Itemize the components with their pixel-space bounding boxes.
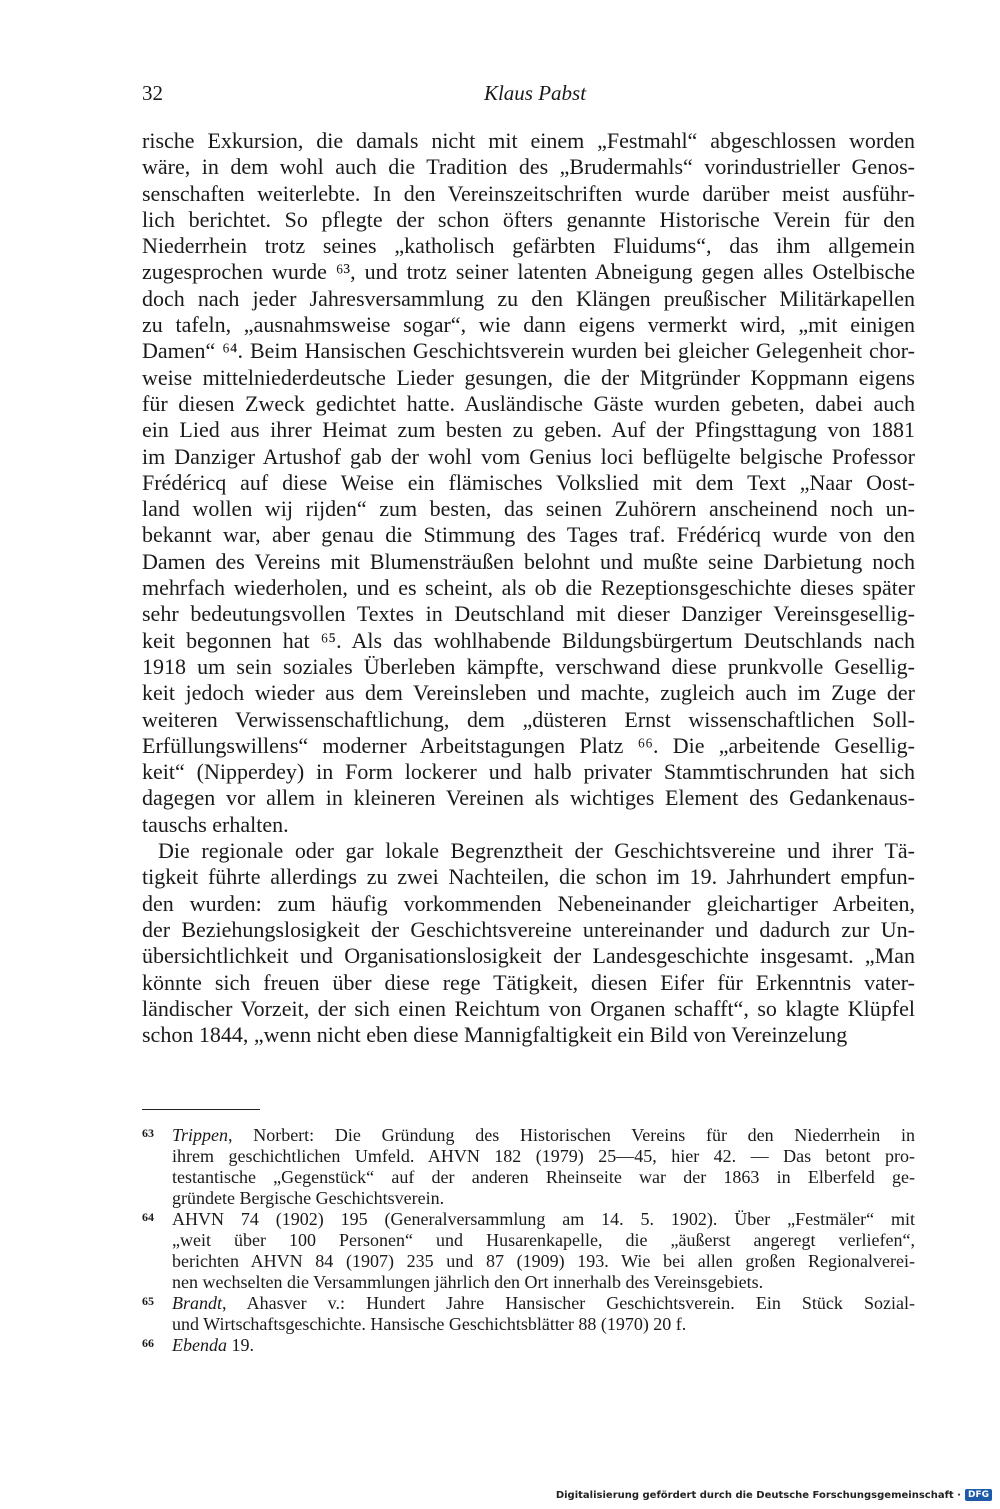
footnote-line [142,1188,915,1209]
body-line: Frédéricq auf diese Weise ein flämisches Volkslied mit dem Text „Naar Oost- [142,469,915,495]
body-line: tigkeit führte allerdings zu zwei Nachteilen, die schon im 19. Jahrhundert empfun- [142,864,915,890]
footnote-text: und Wirtschaftsgeschichte. Hansische Geschichtsblätter 88 (1970) 20 f. [172,1314,687,1334]
body-line: Erfüllungswillens“ moderner Arbeitstagungen Platz ⁶⁶. Die „arbeitende Gesellig- [142,732,915,758]
footnote-number: 63 [142,1126,154,1140]
footnote-number: 66 [142,1336,154,1350]
footnote [142,1335,915,1356]
body-line: lich berichtet. So pflegte der schon öfters genannte Historische Verein für den [142,206,915,232]
body-line: Damen“ ⁶⁴. Beim Hansischen Geschichtsverein wurden bei gleicher Gelegenheit chor- [142,338,915,364]
body-line: den wurden: zum häufig vorkommenden Nebeneinander gleichartiger Arbeiten, [142,890,915,916]
body-line: mehrfach wiederholen, und es scheint, als ob die Rezeptionsgeschichte dieses später [142,575,915,601]
footnote-text: , Norbert: Die Gründung des Historischen Vereins für den Niederrhein in [228,1125,915,1145]
footnote-text: berichten AHVN 84 (1907) 235 und 87 (1909) 193. Wie bei allen großen Regionalverei- [172,1251,915,1271]
body-line: dagegen vor allem in kleineren Vereinen als wichtiges Element des Gedankenaus- [142,785,915,811]
body-line: weiteren Verwissenschaftlichung, dem „düsteren Ernst wissenschaftlichen Soll- [142,706,915,732]
body-line: zugesprochen wurde ⁶³, und trotz seiner latenten Abneigung gegen alles Ostelbische [142,259,915,285]
footnote-line [142,1251,915,1272]
running-title: Klaus Pabst [483,81,587,105]
body-line: keit begonnen hat ⁶⁵. Als das wohlhabende Bildungsbürgertum Deutschlands nach [142,627,915,653]
body-line: 1918 um sein soziales Überleben kämpfte, verschwand diese prunkvolle Gesellig- [142,653,915,679]
body-line: land wollen wij rijden“ zum besten, das seinen Zuhörern anscheinend noch un- [142,496,915,522]
footnote-author: Brandt [172,1293,223,1313]
dfg-logo: DFG [965,1489,992,1501]
main-text [142,128,915,1048]
body-line: rische Exkursion, die damals nicht mit einem „Festmahl“ abgeschlossen worden [142,128,915,153]
footer-text: Digitalisierung gefördert durch die Deutsche Forschungsgemeinschaft · [555,1489,961,1501]
footnote-line [142,1272,915,1293]
body-line: zu tafeln, „ausnahmsweise sogar“, wie dann eigens vermerkt wird, „mit einigen [142,312,915,338]
body-line: der Beziehungslosigkeit der Geschichtsvereine untereinander und dadurch zur Un- [142,916,915,942]
footnote-line [142,1314,915,1335]
footnote-text: gründete Bergische Geschichtsverein. [172,1188,445,1208]
footnote-line [142,1335,915,1356]
footnote-rule [142,1109,260,1110]
footnote-author: Ebenda [172,1335,227,1355]
footnote-text: testantische „Gegenstück“ auf der anderen Rheinseite war der 1863 in Elberfeld ge- [172,1167,915,1187]
footnote [142,1125,915,1209]
footnote [142,1293,915,1335]
body-line: weise mittelniederdeutsche Lieder gesungen, die der Mitgründer Koppmann eigens [142,364,915,390]
body-line: keit“ (Nipperdey) in Form lockerer und halb privater Stammtischrunden hat sich [142,759,915,785]
footnote-line [142,1146,915,1167]
footnote-text: nen wechselten die Versammlungen jährlich den Ort innerhalb des Vereinsgebiets. [172,1272,764,1292]
footnote-line [142,1167,915,1188]
footnote-text: „weit über 100 Personen“ und Husarenkapelle, die „äußerst angeregt verliefen“, [172,1230,915,1250]
footnote-line [142,1293,915,1314]
footnote-text: , Ahasver v.: Hundert Jahre Hansischer Geschichtsverein. Ein Stück Sozial- [222,1293,915,1313]
body-line: Die regionale oder gar lokale Begrenztheit der Geschichtsvereine und ihrer Tä- [158,838,915,864]
footnote-line [142,1230,915,1251]
footnote-line [142,1209,915,1230]
page-number: 32 [142,81,163,105]
body-line: keit jedoch wieder aus dem Vereinsleben und machte, zugleich auch im Zuge der [142,680,915,706]
body-line: für diesen Zweck gedichtet hatte. Ausländische Gäste wurden gebeten, dabei auch [142,390,915,416]
footnotes [142,1125,915,1356]
footnote-number: 64 [142,1210,154,1224]
body-line: ein Lied aus ihrer Heimat zum besten zu geben. Auf der Pfingsttagung von 1881 [142,417,915,443]
body-line: Damen des Vereins mit Blumensträußen belohnt und mußte seine Darbietung noch [142,548,915,574]
body-line: könnte sich freuen über diese rege Tätigkeit, diesen Eifer für Erkenntnis vater- [142,969,915,995]
body-line: ländischer Vorzeit, der sich einen Reichtum von Organen schafft“, so klagte Klüpfel [142,995,915,1021]
footnote-text: AHVN 74 (1902) 195 (Generalversammlung am 14. 5. 1902). Über „Festmäler“ mit [172,1209,915,1229]
footnote-line [142,1125,915,1146]
body-line: senschaften weiterlebte. In den Vereinszeitschriften wurde darüber meist ausführ- [142,180,915,206]
footnote-text: ihrem geschichtlichen Umfeld. AHVN 182 (1979) 25—45, hier 42. — Das betont pro- [172,1146,915,1166]
body-line: doch nach jeder Jahresversammlung zu den Klängen preußischer Militärkapellen [142,285,915,311]
body-line: Niederrhein trotz seines „katholisch gefärbten Fluidums“, das ihm allgemein [142,233,915,259]
body-line: tauschs erhalten. [142,811,289,837]
footnote-number: 65 [142,1294,154,1308]
footnote [142,1209,915,1293]
body-line: bekannt war, aber genau die Stimmung des Tages traf. Frédéricq wurde von den [142,522,915,548]
footnote-author: Trippen [172,1125,229,1145]
digitization-footer [556,1489,992,1501]
body-line: wäre, in dem wohl auch die Tradition des „Brudermahls“ vorindustrieller Genos- [142,154,915,180]
body-line: sehr bedeutungsvollen Textes in Deutschland mit dieser Danziger Vereinsgesellig- [142,601,915,627]
footnote-text: 19. [226,1335,254,1355]
body-line: übersichtlichkeit und Organisationslosigkeit der Landesgeschichte insgesamt. „Man [142,943,915,969]
body-line: schon 1844, „wenn nicht eben diese Mannigfaltigkeit ein Bild von Vereinzelung [142,1022,848,1048]
body-line: im Danziger Artushof gab der wohl vom Genius loci beflügelte belgische Professor [142,443,915,469]
